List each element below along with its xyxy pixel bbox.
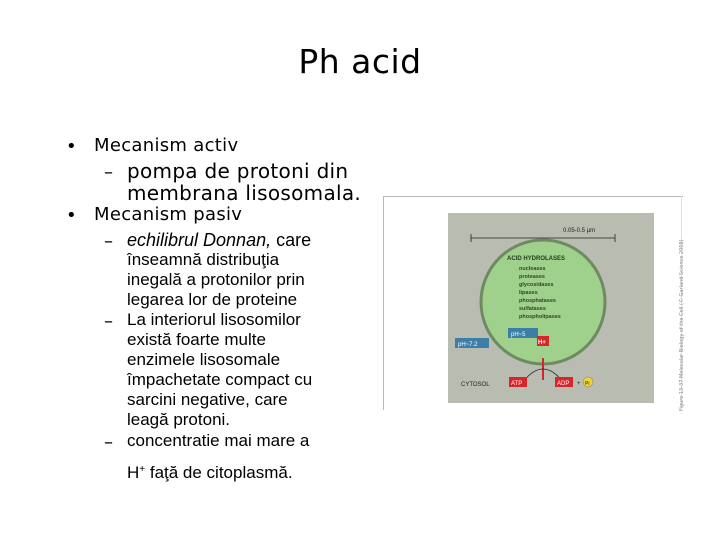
text-span: H xyxy=(127,463,140,482)
dash: – xyxy=(104,311,113,332)
pi-label: Pi xyxy=(585,381,590,387)
text-line: concentratie mai mare a xyxy=(127,431,310,450)
text-line: există foarte multe xyxy=(127,330,266,349)
lysosome-figure xyxy=(383,196,683,410)
text-line: împachetate compact cu xyxy=(127,370,313,389)
bullet-mecanism-activ: Mecanism activ xyxy=(94,135,239,156)
dash: – xyxy=(104,162,113,183)
sub-bullet-concentratie xyxy=(127,431,309,483)
enzyme-label: phospholipases xyxy=(519,314,561,320)
sub-bullet-donnan xyxy=(127,230,311,250)
text-line: La interiorul lisosomilor xyxy=(127,310,301,329)
sub-bullet-pompa xyxy=(127,160,361,204)
text-line: membrana lisosomala. xyxy=(127,181,362,205)
sub-bullet-donnan-cont xyxy=(127,250,305,310)
text-span: faţă de citoplasmă. xyxy=(145,463,293,482)
bullet-dot: • xyxy=(66,136,77,157)
dash: – xyxy=(104,432,113,453)
superscript: + xyxy=(139,464,146,475)
text-line: pompa de protoni din xyxy=(127,159,349,183)
enzyme-label: sulfatases xyxy=(519,306,546,312)
text-line: sarcini negative, care xyxy=(127,390,288,409)
enzyme-label: nucleases xyxy=(519,266,546,272)
text-span: care xyxy=(271,230,312,250)
figure-credit-text: Figure 13-37 Molecular Biology of the Cell (© Garland Science 2008) xyxy=(679,239,685,411)
dash: – xyxy=(104,231,113,252)
text-line: inegală a protonilor prin xyxy=(127,270,305,289)
adp-label: ADP xyxy=(557,381,570,387)
enzyme-label: lipases xyxy=(519,290,538,296)
size-label: 0.05-0.5 μm xyxy=(563,228,596,234)
enzyme-label: phosphatases xyxy=(519,298,556,304)
page-title: Ph acid xyxy=(298,42,422,81)
hydrolases-title: ACID HYDROLASES xyxy=(507,256,566,262)
sub-bullet-interior xyxy=(127,310,312,430)
bullet-dot: • xyxy=(66,205,77,226)
enzyme-label: glycosidases xyxy=(519,282,554,288)
ph-outside-label: pH~7.2 xyxy=(458,342,478,348)
enzyme-label: proteases xyxy=(519,274,545,280)
lysosome-diagram xyxy=(383,196,683,410)
text-line xyxy=(127,460,309,483)
cytosol-label: CYTOSOL xyxy=(461,382,490,388)
ph-inside-label: pH~5 xyxy=(511,332,526,338)
plus-sign: + xyxy=(577,381,581,387)
proton-label: H+ xyxy=(538,340,546,346)
text-line: leagă protoni. xyxy=(127,410,231,429)
text-line: legarea lor de proteine xyxy=(127,290,298,309)
bullet-mecanism-pasiv: Mecanism pasiv xyxy=(94,204,243,225)
atp-label: ATP xyxy=(511,381,523,387)
emphasis-text: echilibrul Donnan, xyxy=(127,230,272,250)
text-line: enzimele lisosomale xyxy=(127,350,281,369)
text-line: înseamnă distribuţia xyxy=(127,250,280,269)
